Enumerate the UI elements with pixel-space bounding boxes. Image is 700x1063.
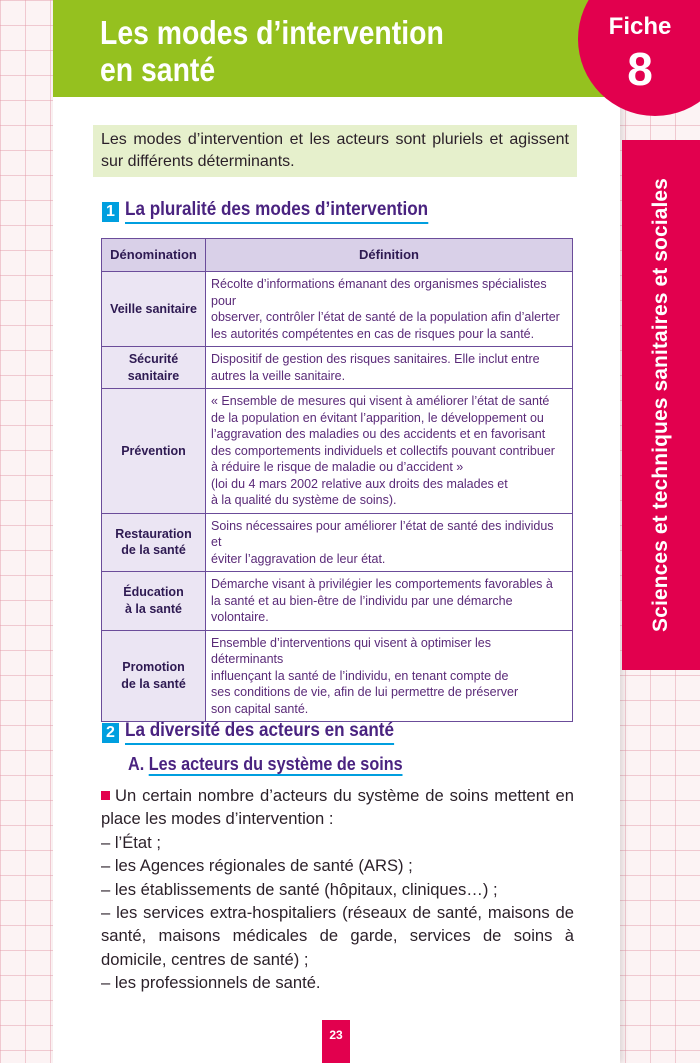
definition-line: la santé et au bien-être de l’individu par une démarche volontaire. [211,593,513,624]
definition-line: Démarche visant à privilégier les comportements favorables à [211,577,553,591]
term-cell [102,630,206,722]
definition-line: Soins nécessaires pour améliorer l’état de santé des individus et [211,518,554,549]
fiche-label: Fiche [608,13,672,40]
term-line: à la santé [125,601,182,616]
table-header-cell: Définition [206,239,573,272]
list-item: – les établissements de santé (hôpitaux, cliniques…) ; [101,879,498,899]
page-title [100,14,496,88]
definition-cell [206,389,573,514]
title-line-2: en santé [100,51,216,88]
table-row [102,572,573,631]
table-row [102,389,573,514]
side-tab-label: Sciences et techniques sanitaires et sociales [649,178,672,632]
definition-line: ses conditions de vie, afin de lui permettre de préserver [211,685,519,699]
section-1-number: 1 [102,202,119,222]
definition-cell [206,630,573,722]
subsection-a-label: A. [128,754,145,774]
term-line: de la santé [121,543,186,558]
definition-cell [206,347,573,389]
term-line: Sécurité [128,352,179,366]
term-line: de la santé [121,676,186,691]
fiche-number: 8 [627,43,653,95]
definition-line: des comportements individuels et collectifs pouvant contribuer [211,443,555,458]
definition-line: Ensemble d’interventions qui visent à optimiser les déterminants [211,635,491,666]
term-line: Veille sanitaire [110,301,197,316]
term-line: Restauration [115,526,192,541]
section-1-title: La pluralité des modes d’intervention [125,199,428,224]
term-cell [102,272,206,347]
term-line: Prévention [121,443,186,458]
definitions-table [101,238,573,722]
table-row [102,272,573,347]
definition-line: Récolte d’informations émanant des organismes spécialistes pour [211,277,547,308]
list-item: – les Agences régionales de santé (ARS) ; [101,856,413,876]
definition-line: son capital santé. [211,701,309,716]
term-cell [102,572,206,631]
section-1-heading [102,199,462,224]
term-line: Éducation [123,585,184,600]
term-cell [102,389,206,514]
term-cell [102,347,206,389]
definition-line: de la population en évitant l’apparition, le développement ou [211,410,544,425]
body-text [101,784,574,995]
table-row [102,630,573,722]
definition-line: « Ensemble de mesures qui visent à améliorer l’état de santé [211,394,550,408]
section-2-title: La diversité des acteurs en santé [125,720,394,745]
intro-box: Les modes d’intervention et les acteurs sont pluriels et agissent sur différents déterminants. [93,125,577,177]
term-line: sanitaire [127,368,180,383]
body-lead-text: Un certain nombre d’acteurs du système de soins mettent en place les modes d’intervention : [101,786,574,829]
definition-line: éviter l’aggravation de leur état. [211,551,386,566]
definition-cell [206,272,573,347]
section-2-heading [102,720,424,745]
table-header-row [102,239,573,272]
subsection-a-title: Les acteurs du système de soins [148,754,403,774]
subsection-a-heading [128,754,433,775]
definition-line: observer, contrôler l’état de santé de la population afin d’alerter [211,310,560,324]
definition-line: influençant la santé de l’individu, en tenant compte de [211,668,509,683]
definition-line: l’aggravation des maladies ou des accidents et en favorisant [211,427,546,441]
definition-cell [206,572,573,631]
definition-line: à la qualité du système de soins). [211,493,397,507]
section-2-number: 2 [102,723,119,743]
list-item: – l’État ; [101,832,161,852]
definition-line: Dispositif de gestion des risques sanitaires. Elle inclut entre [211,352,540,366]
bullet-square-icon [101,791,110,800]
table-header-cell: Dénomination [102,239,206,272]
definition-line: à réduire le risque de maladie ou d’accident » [211,460,464,474]
term-line: Promotion [122,660,185,675]
list-item: – les professionnels de santé. [101,973,321,993]
term-cell [102,513,206,572]
definition-line: autres la veille sanitaire. [211,368,346,383]
table-row [102,513,573,572]
body-lead [101,784,574,831]
table-row [102,347,573,389]
list-item: – les services extra-hospitaliers (réseaux de santé, maisons de santé, maisons médicales de garde, services de soins à domicile, centres de santé) ; [101,903,574,969]
definition-cell [206,513,573,572]
definition-line: les autorités compétentes en cas de risques pour la santé. [211,326,535,341]
page-number: 23 [322,1020,350,1063]
title-line-1: Les modes d’intervention [100,14,444,51]
definition-line: (loi du 4 mars 2002 relative aux droits des malades et [211,476,508,491]
